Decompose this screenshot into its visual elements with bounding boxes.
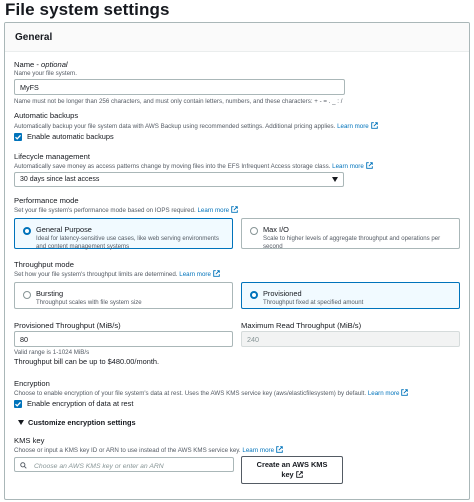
max-read-throughput-label: Maximum Read Throughput (MiB/s) [241,321,362,330]
radio-selected-icon [23,227,31,235]
search-icon [20,462,27,469]
performance-label: Performance mode [14,196,79,205]
encryption-learn-more-link[interactable]: Learn more [367,390,400,397]
throughput-bill-estimate: Throughput bill can be up to $480.00/month. [14,357,160,366]
radio-selected-icon [250,291,258,299]
kms-key-description [14,446,283,454]
encryption-description [14,389,408,397]
name-label-text: Name [14,60,35,69]
backups-checkbox-label[interactable]: Enable automatic backups [27,132,114,141]
performance-option-title: Max I/O [263,225,289,234]
throughput-option-desc: Throughput fixed at specified amount [263,299,364,306]
throughput-option-desc: Throughput scales with file system size [36,299,142,306]
performance-option-title: General Purpose [36,225,92,234]
backups-description-text: Automatically backup your file system data with AWS Backup using recommended settings. Additional pricing applies. [14,123,336,130]
radio-unselected-icon [250,227,258,235]
general-panel [4,22,470,500]
checkmark-icon [14,400,22,408]
customize-encryption-toggle[interactable]: Customize encryption settings [28,418,136,427]
throughput-description-text: Set how your file system's throughput limits are determined. [14,271,178,278]
throughput-option-title: Provisioned [263,289,302,298]
kms-description-text: Choose or input a KMS key ID or ARN to use instead of the AWS KMS service key. [14,447,241,454]
panel-header [5,23,469,52]
name-label-separator: - [34,60,42,69]
backups-learn-more-link[interactable]: Learn more [337,123,369,130]
caret-down-icon[interactable] [18,420,24,425]
throughput-option-title: Bursting [36,289,64,298]
throughput-option-provisioned[interactable] [241,282,460,309]
create-kms-key-label-line1: Create an AWS KMS [256,460,328,469]
checkmark-icon [14,133,22,141]
throughput-label: Throughput mode [14,260,74,269]
external-link-icon[interactable] [276,446,283,453]
external-link-icon[interactable] [231,206,238,213]
performance-description [14,206,238,214]
kms-key-placeholder: Choose an AWS KMS key or enter an ARN [34,463,164,470]
provisioned-range-hint: Valid range is 1-1024 MiB/s [14,349,90,356]
external-link-icon[interactable] [213,270,220,277]
name-constraint: Name must not be longer than 256 characters, and must only contain letters, numbers, and these characters: + - = . _ : / [14,98,343,105]
external-link-icon [296,471,303,478]
provisioned-throughput-label: Provisioned Throughput (MiB/s) [14,321,121,330]
lifecycle-select[interactable] [14,172,344,187]
lifecycle-description-text: Automatically save money as access patterns change by moving files into the EFS Infrequent Access storage class. [14,163,331,170]
kms-learn-more-link[interactable]: Learn more [242,447,275,454]
name-label [14,60,68,69]
backups-description [14,122,378,130]
radio-unselected-icon [23,291,31,299]
backups-checkbox[interactable] [14,133,22,141]
max-read-throughput-input: 240 [241,331,460,347]
external-link-icon[interactable] [366,162,373,169]
lifecycle-selected-value: 30 days since last access [20,176,100,183]
throughput-learn-more-link[interactable]: Learn more [179,271,211,278]
page-title: File system settings [5,0,170,19]
lifecycle-description [14,162,373,170]
kms-key-search-input[interactable] [14,457,234,472]
performance-option-desc: Scale to higher levels of aggregate throughput and operations per second [263,235,441,250]
performance-learn-more-link[interactable]: Learn more [197,207,230,214]
throughput-description [14,270,220,278]
encryption-description-text: Choose to enable encryption of your file system's data at rest. Uses the AWS KMS service key (aws/elasticfilesystem) by default. [14,390,367,397]
performance-option-max-io[interactable] [241,218,460,249]
lifecycle-learn-more-link[interactable]: Learn more [332,163,364,170]
throughput-option-bursting[interactable] [14,282,233,309]
performance-description-text: Set your file system's performance mode based on IOPS required. [14,207,196,214]
encryption-checkbox-label[interactable]: Enable encryption of data at rest [27,399,134,408]
create-kms-key-label-line2 [242,470,342,480]
name-description: Name your file system. [14,70,77,77]
optional-tag: optional [41,60,68,69]
kms-key-label: KMS key [14,436,45,445]
backups-label: Automatic backups [14,111,79,120]
external-link-icon[interactable] [371,122,378,129]
provisioned-throughput-input[interactable]: 80 [14,331,233,347]
section-title: General [15,32,53,43]
name-input[interactable]: MyFS [14,79,345,95]
external-link-icon[interactable] [401,389,408,396]
encryption-label: Encryption [14,379,50,388]
lifecycle-label: Lifecycle management [14,152,90,161]
encryption-checkbox[interactable] [14,400,22,408]
performance-option-general-purpose[interactable] [14,218,233,249]
create-kms-key-button[interactable] [241,456,343,484]
performance-option-desc: Ideal for latency-sensitive use cases, like web serving environments and content management systems [36,235,219,250]
caret-down-icon [332,177,338,182]
create-kms-key-label-text: key [281,470,294,479]
